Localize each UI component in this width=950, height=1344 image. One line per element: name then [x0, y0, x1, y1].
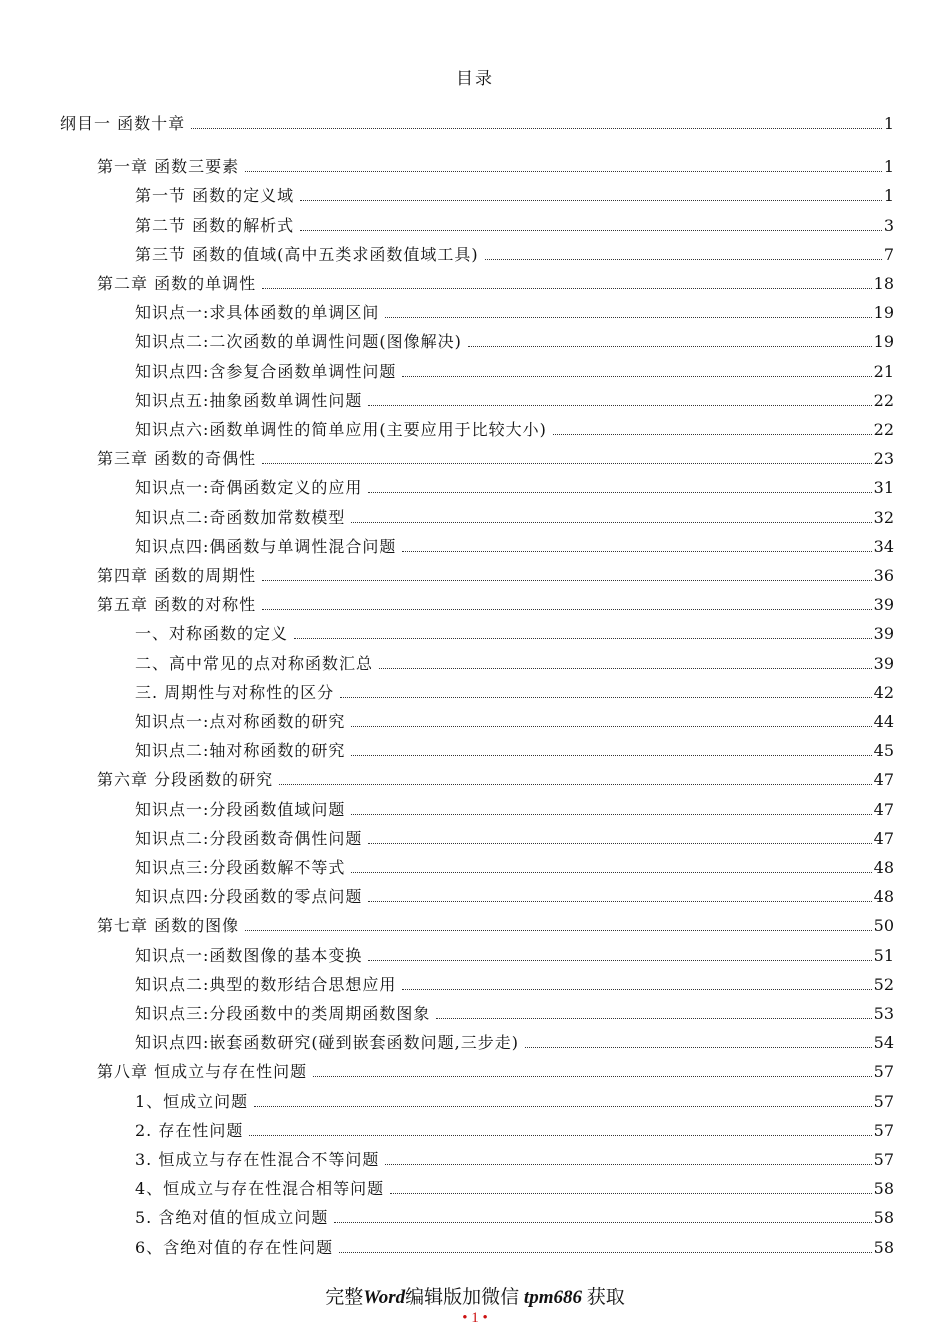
- toc-entry-label: 知识点一:奇偶函数定义的应用: [135, 478, 363, 498]
- toc-entry[interactable]: [135, 326, 894, 352]
- toc-entry-label: 知识点一:函数图像的基本变换: [135, 945, 363, 965]
- toc-entry-page-number: 22: [873, 390, 894, 410]
- toc-entry-page-number: 19: [873, 332, 894, 352]
- toc-entry[interactable]: [135, 794, 894, 820]
- toc-entry-label: 二、高中常见的点对称函数汇总: [135, 653, 374, 673]
- toc-entry[interactable]: [135, 1144, 894, 1170]
- toc-entry-label: 第五章 函数的对称性: [97, 595, 257, 615]
- footer-wechat-id: tpm686: [523, 1287, 582, 1308]
- toc-entry-leader: [334, 1222, 871, 1223]
- toc-entry-label: 知识点五:抽象函数单调性问题: [135, 390, 363, 410]
- toc-entry[interactable]: [135, 1202, 894, 1228]
- toc-entry-leader: [402, 376, 871, 377]
- toc-entry-page-number: 31: [873, 478, 894, 498]
- toc-entry-page-number: 50: [873, 916, 894, 936]
- toc-entry[interactable]: [97, 910, 894, 936]
- toc-entry-page-number: 39: [873, 653, 894, 673]
- toc-entry-page-number: 44: [873, 712, 894, 731]
- toc-entry-label: 知识点三:分段函数解不等式: [135, 858, 346, 877]
- toc-entry-leader: [351, 814, 871, 815]
- toc-entry[interactable]: [97, 764, 894, 790]
- toc-entry-leader: [436, 1018, 871, 1019]
- toc-entry-label: 第八章 恒成立与存在性问题: [97, 1062, 308, 1082]
- toc-entry-page-number: 57: [873, 1091, 894, 1111]
- toc-entry-label: 3. 恒成立与存在性混合不等问题: [135, 1150, 380, 1169]
- toc-entry-label: 知识点一:求具体函数的单调区间: [135, 303, 380, 323]
- toc-entry-page-number: 23: [873, 449, 894, 469]
- toc-entry[interactable]: [135, 414, 894, 440]
- toc-entry-leader: [300, 230, 882, 231]
- toc-entry-page-number: 57: [873, 1120, 894, 1140]
- toc-entry-label: 知识点四:分段函数的零点问题: [135, 887, 363, 907]
- toc-entry-page-number: 36: [873, 566, 894, 585]
- toc-entry[interactable]: [135, 969, 894, 995]
- toc-entry-label: 2. 存在性问题: [135, 1120, 244, 1140]
- toc-entry[interactable]: [135, 648, 894, 674]
- toc-entry-label: 一、对称函数的定义: [135, 624, 289, 644]
- toc-entry-label: 5. 含绝对值的恒成立问题: [135, 1208, 329, 1228]
- toc-entry-label: 第二节 函数的解析式: [135, 215, 295, 235]
- toc-entry-leader: [262, 288, 872, 289]
- toc-entry-label: 知识点二:典型的数形结合思想应用: [135, 974, 397, 994]
- toc-entry-label: 知识点二:分段函数奇偶性问题: [135, 828, 363, 848]
- toc-entry[interactable]: [135, 677, 894, 703]
- toc-entry-leader: [262, 609, 872, 610]
- toc-entry[interactable]: [135, 502, 894, 528]
- footer-middle: 编辑版加微信: [405, 1287, 524, 1308]
- toc-entry[interactable]: [135, 881, 894, 907]
- toc-entry-page-number: 51: [873, 945, 894, 965]
- toc-entry-leader: [262, 580, 872, 581]
- toc-entry[interactable]: [135, 823, 894, 849]
- toc-entry-leader: [262, 463, 872, 464]
- toc-entry[interactable]: [135, 1173, 894, 1199]
- toc-entry-label: 知识点三:分段函数中的类周期函数图象: [135, 1004, 431, 1023]
- toc-entry-page-number: 3: [883, 215, 894, 235]
- toc-entry-page-number: 39: [873, 624, 894, 644]
- toc-entry[interactable]: [135, 618, 894, 644]
- toc-entry-label: 知识点二:轴对称函数的研究: [135, 741, 346, 761]
- toc-entry-leader: [390, 1193, 871, 1194]
- toc-entry-leader: [351, 872, 871, 873]
- toc-entry[interactable]: [97, 1056, 894, 1082]
- toc-entry-page-number: 34: [873, 536, 894, 556]
- toc-entry-page-number: 52: [873, 974, 894, 994]
- toc-entry[interactable]: [135, 297, 894, 323]
- toc-entry[interactable]: [135, 385, 894, 411]
- toc-entry-leader: [351, 522, 871, 523]
- toc-entry-label: 第一节 函数的定义域: [135, 186, 295, 206]
- toc-entry-page-number: 19: [873, 303, 894, 323]
- toc-entry-page-number: 48: [873, 887, 894, 907]
- toc-entry[interactable]: [135, 852, 894, 878]
- toc-entry-leader: [245, 171, 882, 172]
- toc-entry-page-number: 57: [873, 1062, 894, 1082]
- toc-entry[interactable]: [97, 560, 894, 586]
- toc-entry-label: 1、恒成立问题: [135, 1091, 249, 1111]
- toc-entry-page-number: 1: [883, 157, 894, 177]
- toc-entry-leader: [339, 1252, 871, 1253]
- footer-note: [0, 1282, 950, 1309]
- toc-entry[interactable]: [135, 1086, 894, 1112]
- toc-entry-label: 第七章 函数的图像: [97, 916, 240, 936]
- toc-entry-label: 知识点二:二次函数的单调性问题(图像解决): [135, 332, 462, 352]
- toc-entry-leader: [300, 200, 882, 201]
- toc-entry-page-number: 48: [873, 858, 894, 877]
- toc-entry-label: 知识点一:分段函数值域问题: [135, 799, 346, 819]
- toc-entry-page-number: 57: [873, 1150, 894, 1169]
- toc-entry[interactable]: [135, 998, 894, 1024]
- toc-entry-page-number: 53: [873, 1004, 894, 1023]
- toc-entry-label: 知识点六:函数单调性的简单应用(主要应用于比较大小): [135, 420, 547, 439]
- toc-entry[interactable]: [135, 1232, 894, 1258]
- toc-entry[interactable]: [97, 443, 894, 469]
- toc-entry-leader: [379, 668, 872, 669]
- toc-entry-leader: [525, 1047, 872, 1048]
- toc-entry-page-number: 32: [873, 507, 894, 527]
- toc-entry-page-number: 58: [873, 1237, 894, 1257]
- page-number-marker: • 1 •: [462, 1310, 488, 1326]
- toc-entry-label: 知识点四:含参复合函数单调性问题: [135, 361, 397, 381]
- toc-entry-leader: [294, 638, 872, 639]
- toc-entry-page-number: 18: [873, 274, 894, 293]
- toc-entry-page-number: 58: [873, 1208, 894, 1228]
- toc-entry-page-number: 21: [873, 361, 894, 381]
- toc-entry-page-number: 1: [883, 114, 894, 133]
- toc-entry[interactable]: [97, 268, 894, 294]
- toc-entry[interactable]: [135, 735, 894, 761]
- toc-entry-page-number: 58: [873, 1179, 894, 1199]
- toc-entry[interactable]: [135, 210, 894, 236]
- toc-entry-leader: [368, 492, 871, 493]
- toc-entry-leader: [385, 1164, 871, 1165]
- toc-entry-label: 知识点四:嵌套函数研究(碰到嵌套函数问题,三步走): [135, 1033, 519, 1053]
- toc-entry-leader: [402, 551, 871, 552]
- toc-entry-leader: [351, 726, 871, 727]
- toc-entry-leader: [368, 901, 871, 902]
- toc-entry-page-number: 54: [873, 1033, 894, 1053]
- toc-entry[interactable]: [135, 239, 894, 265]
- toc-entry[interactable]: [135, 940, 894, 966]
- toc-entry-leader: [368, 960, 871, 961]
- toc-entry-page-number: 1: [883, 186, 894, 206]
- toc-entry-page-number: 47: [873, 799, 894, 819]
- toc-entry-label: 第三节 函数的值域(高中五类求函数值域工具): [135, 244, 479, 264]
- footer-prefix: 完整: [325, 1287, 364, 1308]
- toc-entry-leader: [351, 755, 871, 756]
- toc-entry-leader: [368, 405, 871, 406]
- toc-entry-page-number: 39: [873, 595, 894, 615]
- toc-entry-page-number: 7: [883, 244, 894, 264]
- toc-entry-leader: [340, 697, 871, 698]
- toc-entry-leader: [402, 989, 871, 990]
- toc-entry-label: 知识点一:点对称函数的研究: [135, 712, 346, 731]
- toc-entry-leader: [368, 843, 871, 844]
- toc-entry-leader: [313, 1076, 872, 1077]
- toc-entry-label: 第三章 函数的奇偶性: [97, 449, 257, 469]
- footer-suffix: 获取: [581, 1287, 625, 1308]
- toc-entry-page-number: 22: [873, 420, 894, 439]
- toc-entry-leader: [553, 434, 872, 435]
- toc-entry-label: 知识点二:奇函数加常数模型: [135, 507, 346, 527]
- toc-entry-label: 第四章 函数的周期性: [97, 566, 257, 585]
- toc-entry-page-number: 45: [873, 741, 894, 761]
- toc-entry-label: 三. 周期性与对称性的区分: [135, 682, 335, 702]
- toc-entry-leader: [249, 1135, 871, 1136]
- toc-entry-label: 第二章 函数的单调性: [97, 274, 257, 293]
- toc-entry-label: 知识点四:偶函数与单调性混合问题: [135, 536, 397, 556]
- toc-entry[interactable]: [135, 472, 894, 498]
- toc-entry[interactable]: [97, 151, 894, 177]
- toc-entry-leader: [191, 128, 882, 129]
- toc-entry[interactable]: [135, 706, 894, 732]
- toc-entry-page-number: 42: [873, 682, 894, 702]
- toc-entry[interactable]: [135, 356, 894, 382]
- toc-entry-page-number: 47: [873, 828, 894, 848]
- toc-entry-page-number: 47: [873, 770, 894, 790]
- toc-entry-leader: [485, 259, 882, 260]
- toc-entry-label: 纲目一 函数十章: [60, 114, 186, 133]
- toc-entry-leader: [468, 346, 872, 347]
- toc-entry[interactable]: [97, 589, 894, 615]
- toc-entry-label: 4、恒成立与存在性混合相等问题: [135, 1179, 385, 1199]
- toc-entry-leader: [254, 1106, 871, 1107]
- toc-entry-leader: [245, 930, 872, 931]
- toc-title: 目录: [456, 69, 494, 89]
- toc-entry-label: 第一章 函数三要素: [97, 157, 240, 177]
- footer-word: Word: [363, 1287, 406, 1308]
- toc-entry[interactable]: [135, 180, 894, 206]
- toc-entry-label: 第六章 分段函数的研究: [97, 770, 274, 790]
- toc-entry-label: 6、含绝对值的存在性问题: [135, 1237, 334, 1257]
- toc-entry-leader: [385, 317, 871, 318]
- toc-entry[interactable]: [60, 108, 894, 134]
- toc-entry[interactable]: [135, 1027, 894, 1053]
- toc-entry[interactable]: [135, 1115, 894, 1141]
- toc-entry[interactable]: [135, 531, 894, 557]
- toc-entry-leader: [279, 784, 872, 785]
